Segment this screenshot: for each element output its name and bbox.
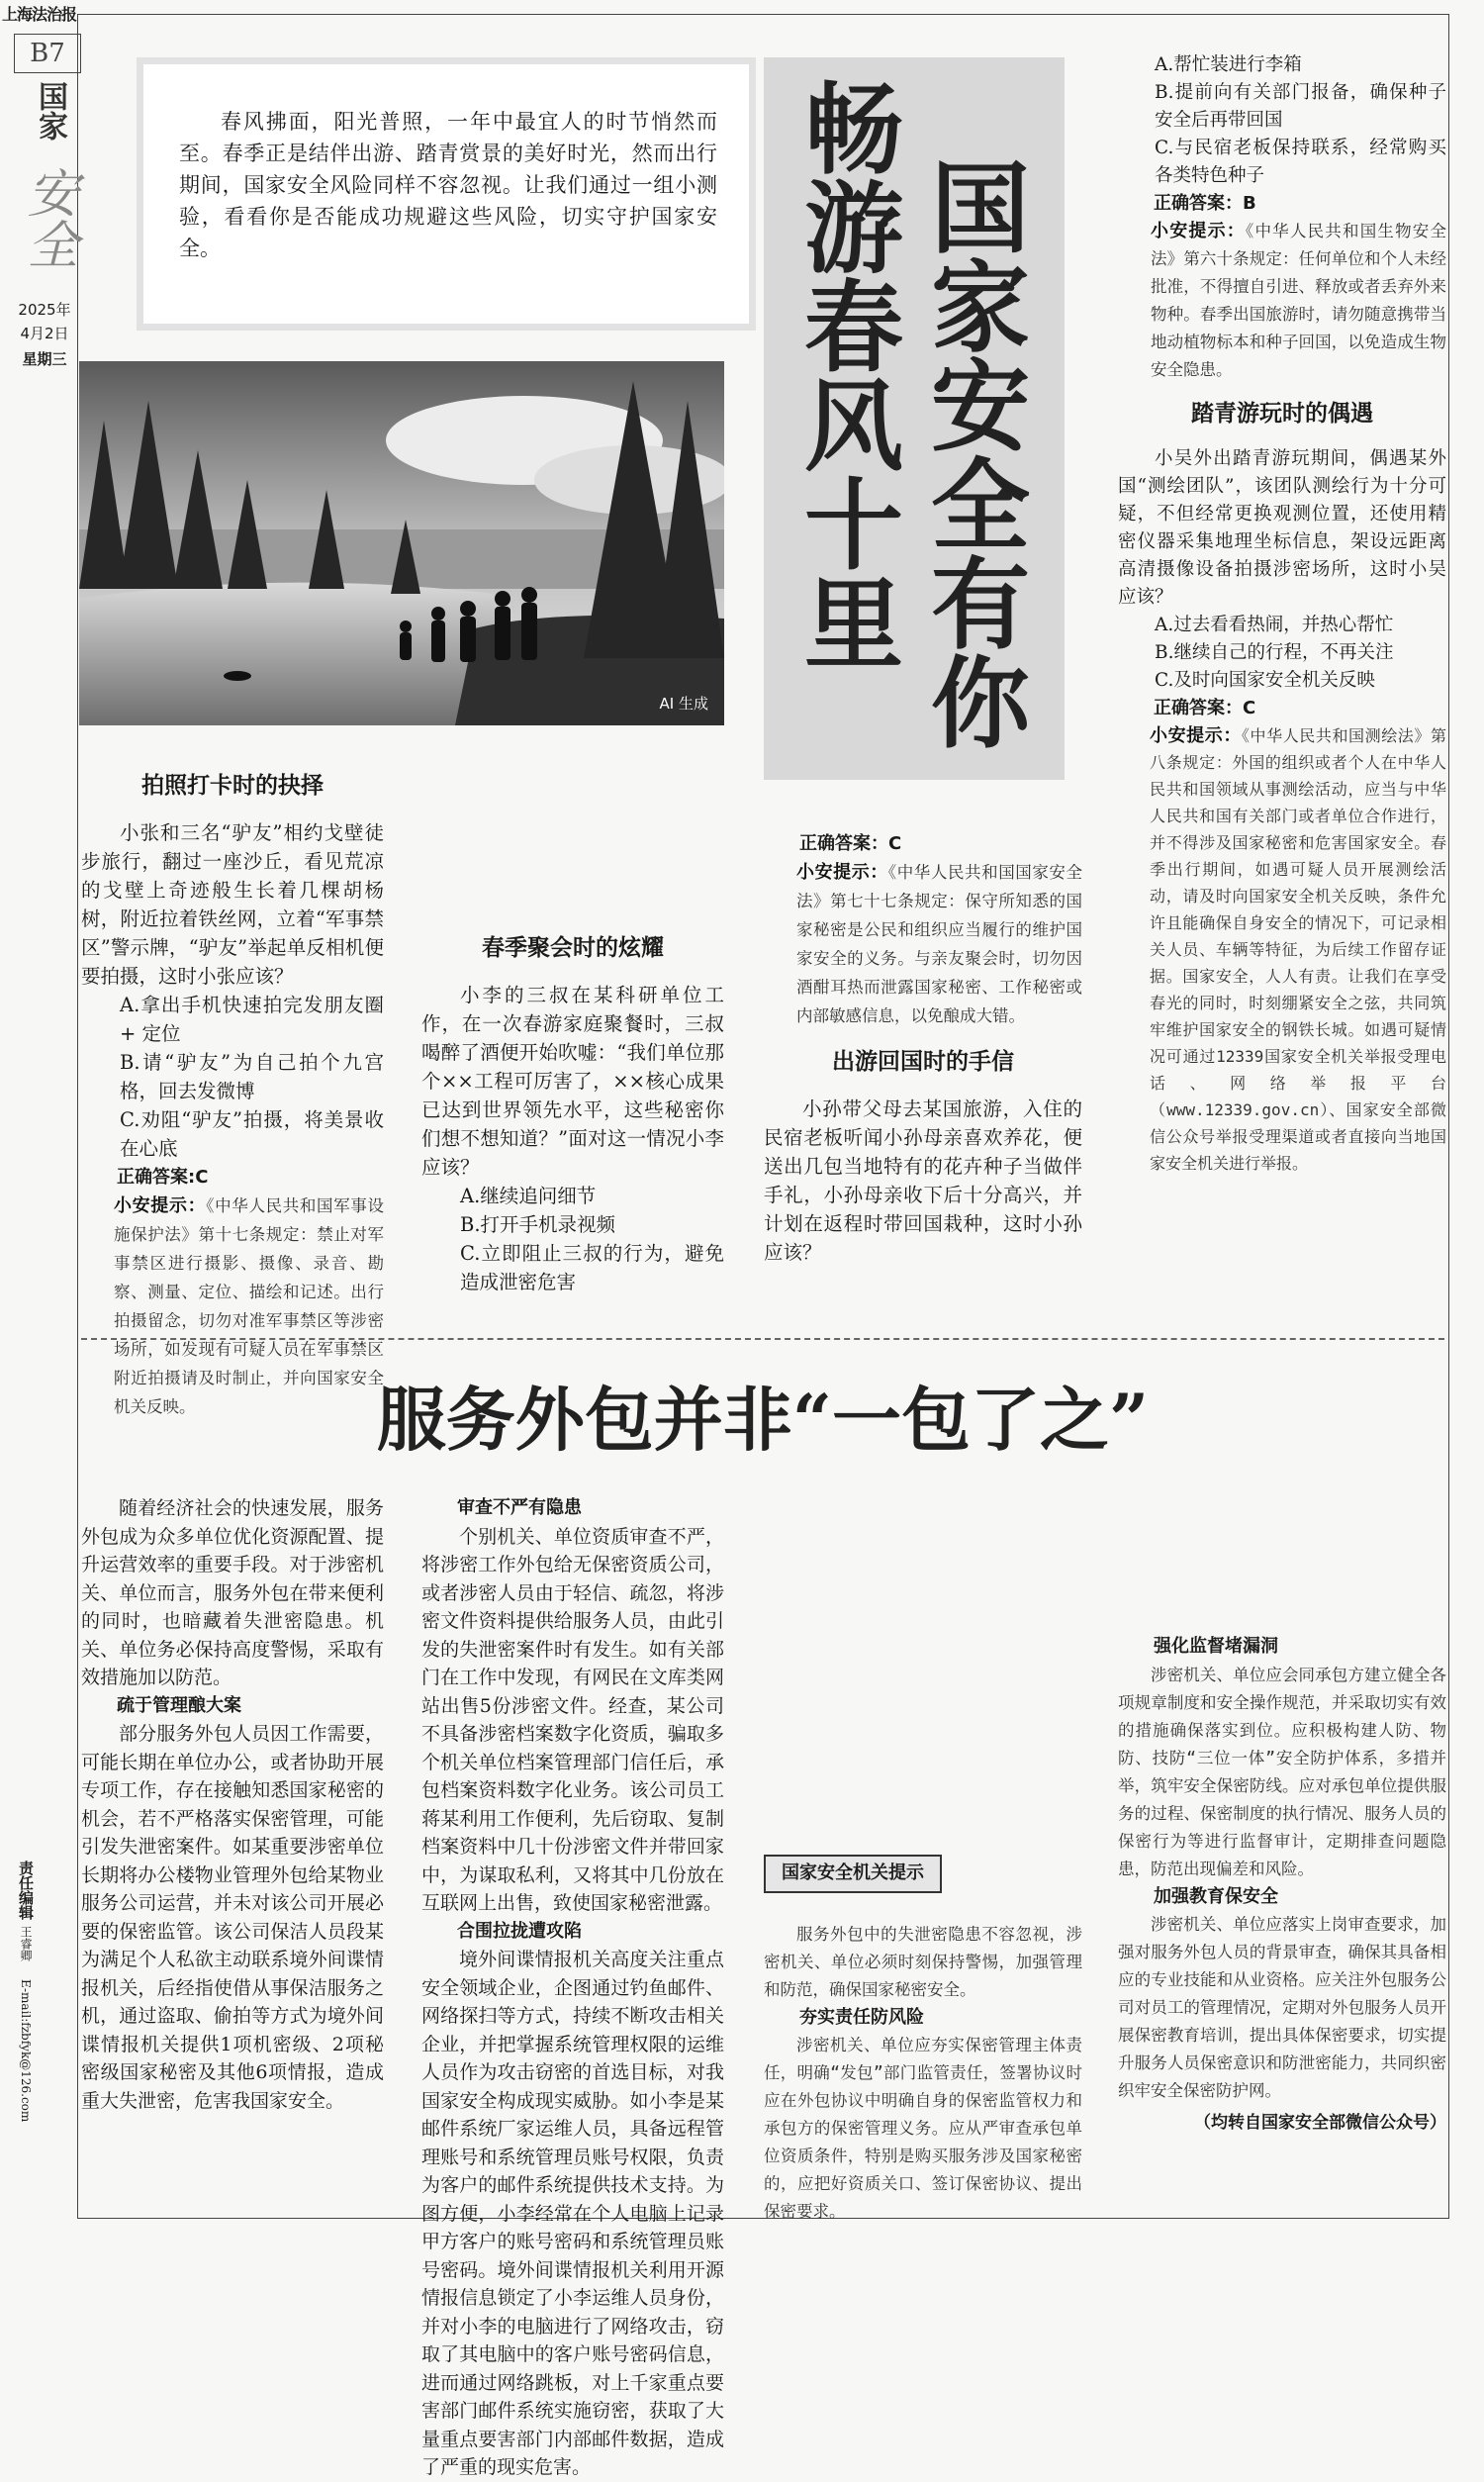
article2-p2: 个别机关、单位资质审查不严，将涉密工作外包给无保密资质公司，或者涉密人员由于轻信、疏忽，将涉密文件资料提供给服务人员，由此引发的失泄密案件时有发生。如有关部门在工作中发现，有网民在文库类网站出售5份涉密文件。经查，某公司不具备涉密档案数字化资质，骗取多个机关单位档案管理部门信任后，承包档案资料数字化业务。该公司员工蒋某利用工作便利，先后窃取、复制档案资料中几十份涉密文件并带回家中，为谋取私利，又将其中几份放在互联网上出售，致使国家秘密泄露。 [421, 1525, 724, 1914]
article2-p4: 涉密机关、单位应夯实保密管理主体责任，明确“发包”部门监管责任，签署协议时应在外包协议中明确自身的保密监管权力和承包方的保密管理义务。应从严审查承包单位资质条件，特别是购买服务涉及国家秘密的，应把好资质关口、签订保密协议、提出保密要求。 [764, 2036, 1082, 2221]
q2-body: 小李的三叔在某科研单位工作，在一次春游家庭聚餐时，三叔喝醉了酒便开始吹嘘：“我们单位那个××工程可厉害了，××核心成果已达到世界领先水平，这些秘密你们想不想知道？”面对这一情况小李应该？ [421, 984, 724, 1179]
q3-tip [1118, 218, 1446, 384]
editor-info [4, 1861, 34, 2122]
illustration [79, 361, 724, 725]
q4-option-b: B.继续自己的行程，不再关注 [1155, 642, 1394, 663]
q2-tip-text: 《中华人民共和国国家安全法》第七十七条规定：保守所知悉的国家秘密是公民和组织应当履行的维护国家安全的义务。与亲友聚会时，切勿因酒酣耳热而泄露国家秘密、工作秘密或内部敏感信息，以免酿成大错。 [796, 863, 1082, 1025]
intro-text: 春风拂面，阳光普照，一年中最宜人的时节悄然而至。春季正是结伴出游、踏青赏景的美好时光，然而出行期间，国家安全风险同样不容忽视。让我们通过一组小测验，看看你是否能成功规避这些风险，切实守护国家安全。 [179, 110, 717, 260]
article2-h3: 合围拉拢遭攻陷 [457, 1920, 582, 1942]
article2-p6: 涉密机关、单位应落实上岗审查要求，加强对服务外包人员的背景审查，确保其具备相应的专业技能和从业资格。应关注外包服务公司对员工的管理情况，定期对外包服务人员开展保密教育培训，提出具体保密要求，切实提升服务人员保密意识和防泄密能力，共同织密织牢安全保密防护网。 [1118, 1915, 1446, 2100]
q4-option-c: C.及时向国家安全机关反映 [1155, 670, 1375, 691]
q1-option-a: A.拿出手机快速拍完发朋友圈 + 定位 [120, 994, 384, 1045]
q3-tip-text: 《中华人民共和国生物安全法》第六十条规定：任何单位和个人未经批准，不得擅自引进、释放或者丢弃外来物种。春季出国旅游时，请勿随意携带当地动植物标本和种子回国，以免造成生物安全隐患。 [1151, 222, 1446, 379]
image-caption: AI 生成 [659, 695, 708, 713]
article2-p5: 涉密机关、单位应会同承包方建立健全各项规章制度和安全操作规范，并采取切实有效的措施确保落实到位。应积极构建人防、物防、技防“三位一体”安全防护体系，多措并举，筑牢安全保密防线。应对承包单位提供服务的过程、保密制度的执行情况、服务人员的保密行为等进行监督审计，定期排查问题隐患，防范出现偏差和风险。 [1118, 1665, 1446, 1878]
section-divider [81, 1338, 1444, 1340]
article2-col2 [421, 1494, 724, 2482]
editor-name: 王睿卿 [19, 1926, 33, 1961]
q1-title: 拍照打卡时的抉择 [141, 773, 324, 799]
q2-column [421, 748, 724, 1296]
article2-col1 [81, 1494, 384, 2115]
q2-title: 春季聚会时的炫耀 [482, 935, 664, 961]
forest-lake-illustration [79, 361, 724, 725]
q4-answer: 正确答案：C [1154, 698, 1256, 718]
article2-lead: 随着经济社会的快速发展，服务外包成为众多单位优化资源配置、提升运营效率的重要手段。对于涉密机关、单位而言，服务外包在带来便利的同时，也暗藏着失泄密隐患。机关、单位务必保持高度警惕，采取有效措施加以防范。 [81, 1497, 384, 1688]
article2-title: 服务外包并非“一包了之” [376, 1379, 1150, 1461]
q3-column [764, 829, 1082, 1267]
q2-option-a: A.继续追问细节 [460, 1185, 597, 1207]
editor-email: E-mail:fzbfyk@126.com [19, 1979, 33, 2123]
q3-option-b: B.提前向有关部门报备，确保种子安全后再带回国 [1155, 82, 1446, 131]
q4-title: 踏青游玩时的偶遇 [1191, 401, 1373, 427]
article2-h4: 夯实责任防风险 [799, 2006, 924, 2028]
q1-tip-label: 小安提示： [114, 1195, 207, 1216]
q4-option-a: A.过去看看热闹，并热心帮忙 [1155, 615, 1394, 635]
article2-h2: 审查不严有隐患 [457, 1497, 582, 1518]
q3-option-c: C.与民宿老板保持联系，经常购买各类特色种子 [1155, 138, 1446, 186]
q2-tip [764, 858, 1082, 1030]
q2-option-c: C.立即阻止三叔的行为，避免造成泄密危害 [460, 1242, 724, 1293]
q1-option-b: B.请“驴友”为自己拍个九宫格，回去发微博 [120, 1051, 384, 1102]
page-number: B7 [14, 34, 81, 73]
q4-tip-label: 小安提示： [1150, 725, 1242, 746]
q3-title: 出游回国时的手信 [832, 1049, 1014, 1075]
article2-h5: 强化监督堵漏洞 [1154, 1636, 1278, 1657]
issue-weekday: 星期三 [22, 350, 67, 368]
article2-source: （均转自国家安全部微信公众号） [1194, 2113, 1446, 2133]
article2-tip-lead: 服务外包中的失泄密隐患不容忽视，涉密机关、单位必须时刻保持警惕，加强管理和防范，确保国家秘密安全。 [764, 1924, 1082, 1999]
q1-tip-text: 《中华人民共和国军事设施保护法》第十七条规定：禁止对军事禁区进行摄影、摄像、录音、勘察、测量、定位、描绘和记述。出行拍摄留念，切勿对准军事禁区等涉密场所，如发现有可疑人员在军事禁区附近拍摄请及时制止，并向国家安全机关反映。 [114, 1196, 385, 1416]
article2-tip-box: 国家安全机关提示 [764, 1855, 942, 1893]
q4-body: 小吴外出踏青游玩期间，偶遇某外国“测绘团队”，该团队测绘行为十分可疑，不但经常更换观测位置，还使用精密仪器采集地理坐标信息，架设远距离高清摄像设备拍摄涉密场所，这时小吴应该？ [1118, 448, 1446, 608]
editor-label: 责任编辑 [17, 1861, 35, 1920]
headline-nation: 国家安全有你 [914, 156, 1031, 750]
issue-date: 4月2日 [20, 325, 69, 342]
masthead-paper-name: 上海法治报 [2, 5, 77, 24]
q4-column [1118, 51, 1446, 1177]
q3-option-a: A.帮忙装进行李箱 [1155, 54, 1302, 75]
q4-tip-text: 《中华人民共和国测绘法》第八条规定：外国的组织或者个人在中华人民共和国领域从事测绘活动，应当与中华人民共和国有关部门或者单位合作进行，并不得涉及国家秘密和危害国家安全。春季出行期间，如遇可疑人员开展测绘活动，请及时向国家安全机关反映，条件允许且能确保自身安全的情况下，可记录相关人员、车辆等特征，为后续工作留存证据。国家安全，人人有责。让我们在享受春光的同时，时刻绷紧安全之弦，共同筑牢维护国家安全的钢铁长城。如遇可疑情况可通过12339国家安全机关举报受理电话、网络举报平台（www.12339.gov.cn）、国家安全部微信公众号举报受理渠道或者直接向当地国家安全机关进行举报。 [1150, 726, 1446, 1173]
article2-h1: 疏于管理酿大案 [117, 1694, 241, 1716]
headline-spring: 畅游春风十里 [788, 77, 904, 671]
intro-box [137, 57, 756, 331]
article2-h6: 加强教育保安全 [1154, 1885, 1278, 1907]
section-label-2: 安全 [18, 166, 77, 269]
q1-answer: 正确答案:C [117, 1167, 209, 1188]
section-label-1: 国家 [33, 81, 67, 141]
q1-tip-spill [421, 748, 724, 924]
q1-body: 小张和三名“驴友”相约戈壁徒步旅行，翻过一座沙丘，看见荒凉的戈壁上奇迹般生长着几棵胡杨树，附近拉着铁丝网，立着“军事禁区”警示牌，“驴友”举起单反相机便要拍摄，这时小张应该？ [81, 821, 384, 988]
article2-col3 [764, 1849, 1082, 2226]
q3-answer: 正确答案：B [1154, 193, 1256, 214]
q1-option-c: C.劝阻“驴友”拍摄，将美景收在心底 [120, 1108, 384, 1160]
q3-body: 小孙带父母去某国旅游，入住的民宿老板听闻小孙母亲喜欢养花，便送出几包当地特有的花卉种子当做伴手礼，小孙母亲收下后十分高兴，并计划在返程时带回国栽种，这时小孙应该？ [764, 1098, 1082, 1264]
issue-year: 2025年 [18, 301, 71, 319]
q2-tip-label: 小安提示： [796, 862, 888, 883]
q3-tip-label: 小安提示： [1151, 221, 1247, 241]
article2-p3: 境外间谍情报机关高度关注重点安全领域企业，企图通过钓鱼邮件、网络探扫等方式，持续不断攻击相关企业，并把掌握系统管理权限的运维人员作为攻击窃密的首选目标，对我国家安全构成现实威胁。如小李是某邮件系统厂家运维人员，具备远程管理账号和系统管理员账号权限，负责为客户的邮件系统提供技术支持。为图方便，小李经常在个人电脑上记录甲方客户的账号密码和系统管理员账号密码。境外间谍情报机关利用开源情报信息锁定了小李运维人员身份，并对小李的电脑进行了网络攻击，窃取了其电脑中的客户账号密码信息，进而通过网络跳板，对上千家重点要害部门邮件系统实施窃密，获取了大量重点要害部门内部邮件数据，造成了严重的现实危害。 [421, 1949, 724, 2478]
q1-column [81, 762, 384, 1421]
q2-answer: 正确答案：C [799, 833, 902, 854]
q4-tip [1118, 722, 1446, 1177]
q2-option-b: B.打开手机录视频 [460, 1213, 616, 1236]
article2-col4 [1118, 1633, 1446, 2138]
article2-p1: 部分服务外包人员因工作需要，可能长期在单位办公，或者协助开展专项工作，存在接触知悉国家秘密的机会，若不严格落实保密管理，可能引发失泄密案件。如某重要涉密单位长期将办公楼物业管理外包给某物业服务公司运营，并未对该公司开展必要的保密监管。该公司保洁人员段某为满足个人私欲主动联系境外间谍情报机关，后经指使借从事保洁服务之机，通过盗取、偷拍等方式为境外间谍情报机关提供1项机密级、2项秘密级国家秘密及其他6项情报，造成重大失泄密，危害我国家安全。 [81, 1723, 384, 2112]
